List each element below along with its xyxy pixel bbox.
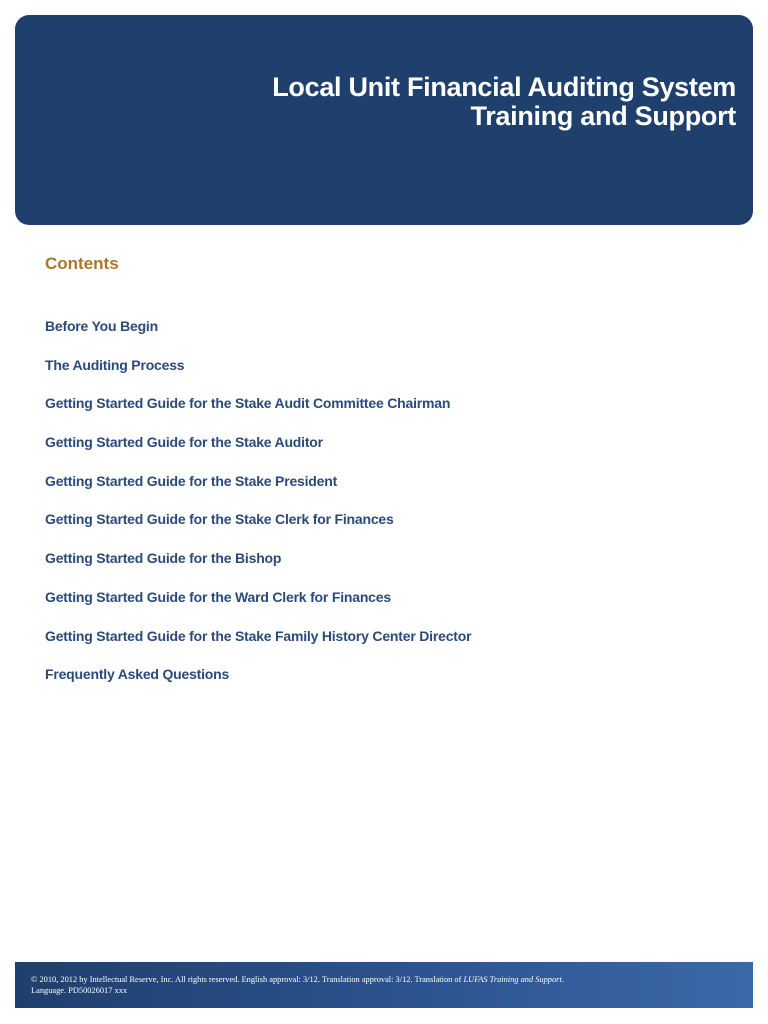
toc-item bbox=[45, 509, 471, 548]
toc-link-stake-clerk[interactable]: Getting Started Guide for the Stake Clerk for Finances bbox=[45, 511, 394, 528]
toc-item bbox=[45, 548, 471, 587]
title-line-2: Training and Support bbox=[470, 101, 736, 131]
copyright-notice bbox=[31, 974, 591, 996]
toc-link-family-history-director[interactable]: Getting Started Guide for the Stake Family History Center Director bbox=[45, 627, 472, 644]
toc-link-before-you-begin[interactable]: Before You Begin bbox=[45, 318, 158, 334]
toc-link-faq[interactable]: Frequently Asked Questions bbox=[45, 666, 230, 683]
table-of-contents bbox=[45, 316, 471, 703]
toc-link-auditing-process[interactable]: The Auditing Process bbox=[45, 356, 185, 373]
footer-bar bbox=[15, 962, 753, 1008]
toc-item bbox=[45, 664, 471, 703]
toc-item bbox=[45, 432, 471, 471]
toc-item bbox=[45, 316, 471, 355]
toc-link-stake-president[interactable]: Getting Started Guide for the Stake President bbox=[45, 472, 338, 489]
header-banner bbox=[15, 15, 753, 225]
toc-item bbox=[45, 587, 471, 626]
toc-link-audit-committee-chairman[interactable]: Getting Started Guide for the Stake Audit Committee Chairman bbox=[45, 395, 451, 412]
document-title bbox=[272, 73, 736, 131]
contents-heading: Contents bbox=[45, 254, 119, 273]
toc-link-stake-auditor[interactable]: Getting Started Guide for the Stake Auditor bbox=[45, 434, 323, 451]
toc-item bbox=[45, 355, 471, 394]
copyright-text-start: © 2010, 2012 by Intellectual Reserve, Inc. All rights reserved. English approval: 3/12. Translation approval: 3/12. Translation of bbox=[31, 975, 464, 984]
toc-item bbox=[45, 626, 471, 665]
copyright-text-title: LUFAS Training and Support bbox=[463, 975, 562, 984]
toc-link-ward-clerk[interactable]: Getting Started Guide for the Ward Clerk for Finances bbox=[45, 588, 391, 605]
toc-item bbox=[45, 393, 471, 432]
copyright-text-end: . Language. PD50026017 xxx bbox=[31, 975, 564, 995]
title-line-1: Local Unit Financial Auditing System bbox=[272, 72, 736, 102]
toc-item bbox=[45, 471, 471, 510]
toc-link-bishop[interactable]: Getting Started Guide for the Bishop bbox=[45, 550, 282, 567]
